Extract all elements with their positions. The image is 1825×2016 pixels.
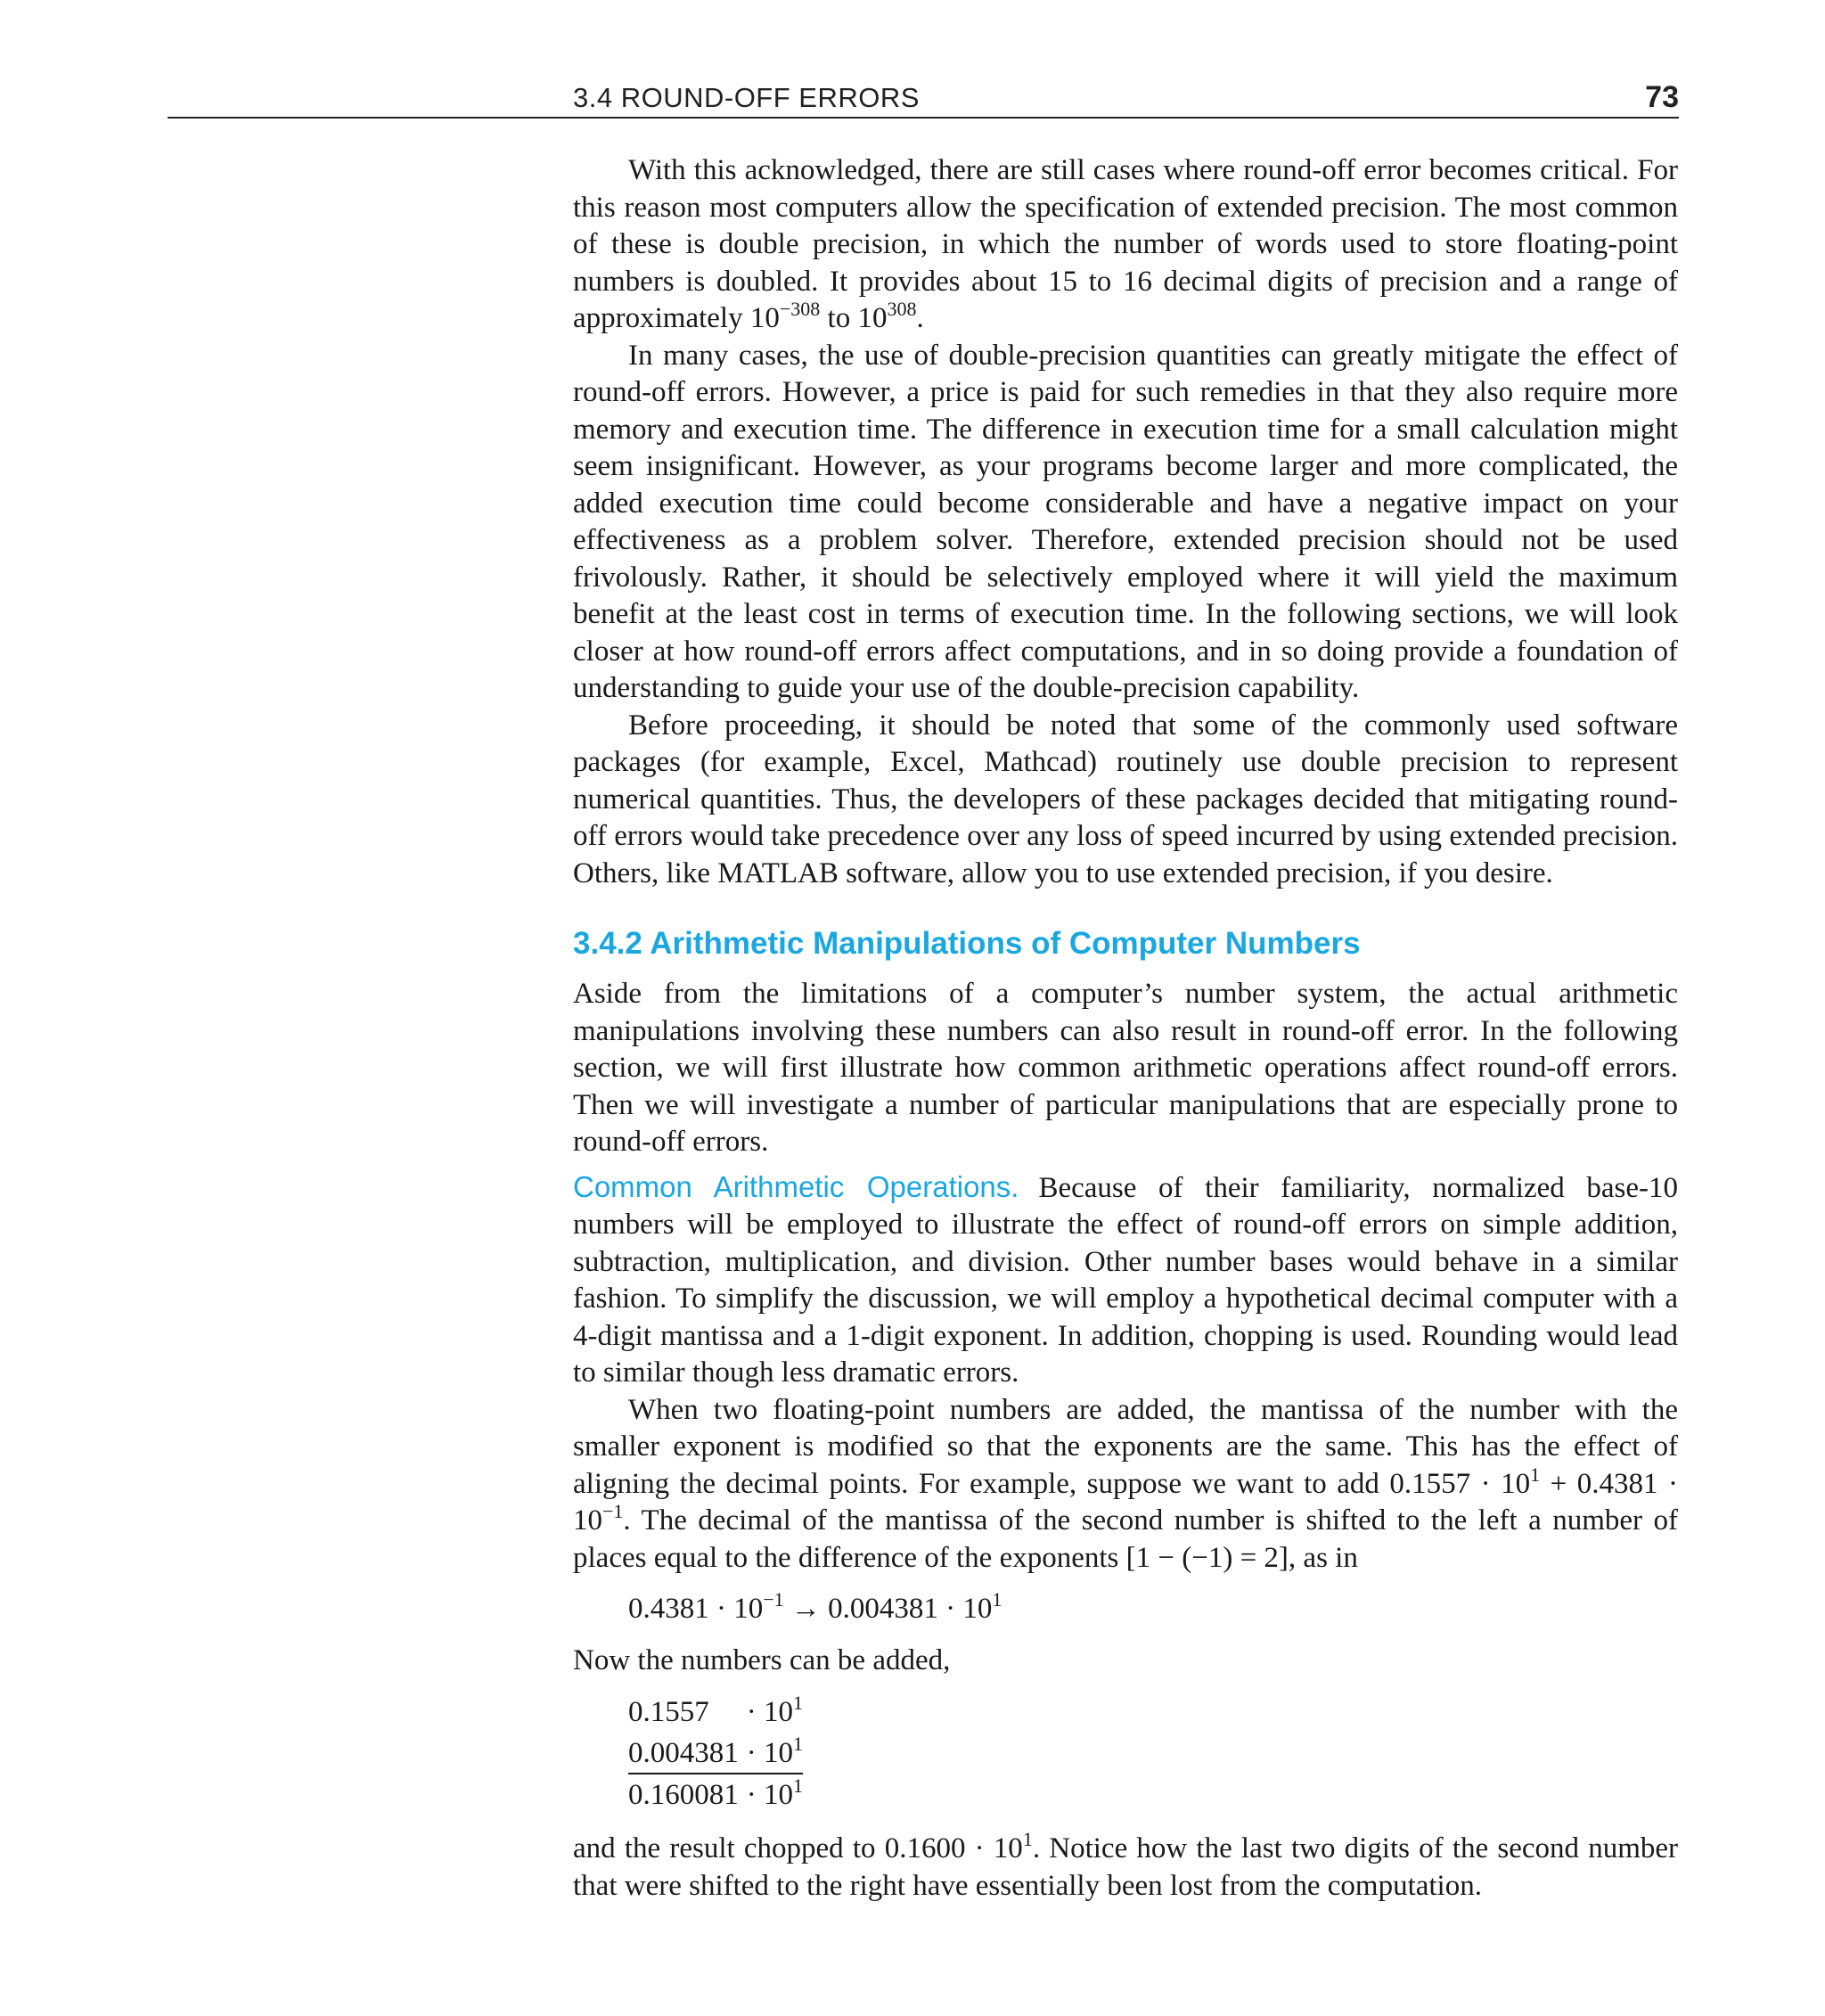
paragraph-text: to 10	[820, 302, 888, 334]
factor: · 10	[746, 1696, 793, 1728]
factor: · 10	[746, 1737, 793, 1769]
addition-row	[628, 1692, 803, 1733]
mantissa: 0.004381	[628, 1737, 739, 1769]
equation-rhs: 0.004381 · 10	[828, 1593, 993, 1625]
paragraph-text: . Notice how the last two digits of the second number that were shifted to the right have essentially been lost from the computation.	[573, 1832, 1678, 1902]
paragraph-extended-precision	[573, 152, 1678, 338]
paragraph-text: + 0.4381 · 10	[573, 1467, 1678, 1537]
page-number: 73	[1645, 80, 1679, 114]
exponent: 1	[793, 1733, 803, 1755]
exponent: −1	[763, 1588, 784, 1610]
equation-shift	[628, 1588, 1678, 1628]
paragraph-arithmetic-intro: Aside from the limitations of a computer’s number system, the actual arithmetic manipulations involving these numbers can also result in round-off error. In the following section, we will first illustrate how common arithmetic operations affect round-off errors. Then we will investigate a number of particular manipulations that are especially prone to round-off errors.	[573, 978, 1678, 1158]
section-heading: 3.4.2 Arithmetic Manipulations of Computer Numbers	[573, 926, 1361, 961]
paragraph-text: . The decimal of the mantissa of the second number is shifted to the left a number of places equal to the difference of the exponents [1 − (−1) = 2], as in	[573, 1504, 1678, 1574]
exponent: 308	[887, 298, 917, 320]
paragraph-text: When two floating-point numbers are added, the mantissa of the number with the smaller exponent is modified so that the exponents are the same. This has the effect of aligning the decimal points. For example, suppose we want to add 0.1557 · 10	[573, 1393, 1678, 1500]
paragraph-double-precision: In many cases, the use of double-precision quantities can greatly mitigate the effect of round-off errors. However, a price is paid for such remedies in that they also require more memory and execution time. The difference in execution time for a small calculation might seem insignificant. However, as your programs become larger and more complicated, the added execution time could become considerable and have a negative impact on your effectiveness as a problem solver. Therefore, extended precision should not be used frivolously. Rather, it should be selectively employed where it will yield the maximum benefit at the least cost in terms of execution time. In the following sections, we will look closer at how round-off errors affect computations, and in so doing provide a foundation of understanding to guide your use of the double-precision capability.	[573, 339, 1678, 704]
exponent: 1	[992, 1588, 1003, 1610]
run-in-heading: Common Arithmetic Operations.	[573, 1169, 1019, 1203]
exponent: 1	[793, 1774, 803, 1797]
header-rule	[168, 117, 1679, 119]
paragraph-text: .	[916, 302, 924, 334]
factor: · 10	[746, 1779, 793, 1811]
paragraph-text: and the result chopped to 0.1600 · 10	[573, 1832, 1023, 1864]
paragraph-text: Because of their familiarity, normalized base-10 numbers will be employed to illustrate the effect of round-off errors on simple addition, subtraction, multiplication, and division. Other number bases would behave in a similar fashion. To simplify the discussion, we will employ a hypothetical decimal computer with a 4-digit mantissa and a 1-digit exponent. In addition, chopping is used. Rounding would lead to similar though less dramatic errors.	[573, 1171, 1678, 1389]
power-of-ten	[747, 1774, 803, 1816]
exponent: 1	[793, 1692, 803, 1714]
mantissa: 0.1557	[628, 1696, 709, 1728]
addition-sum-row	[628, 1774, 803, 1816]
page-body	[573, 152, 1678, 1905]
addition-block	[628, 1692, 803, 1816]
running-header-section: 3.4 ROUND-OFF ERRORS	[573, 82, 920, 113]
paragraph-software-packages: Before proceeding, it should be noted that some of the commonly used software packages (for example, Excel, Mathcad) routinely use double precision to represent numerical quantities. Thus, the developers of these packages decided that mitigating round-off errors would take precedence over any loss of speed incurred by using extended precision. Others, like MATLAB software, allow you to use extended precision, if you desire.	[573, 709, 1678, 889]
paragraph-common-operations	[573, 1168, 1678, 1392]
addition-row	[628, 1733, 803, 1774]
power-of-ten	[747, 1733, 803, 1773]
exponent: −308	[779, 298, 821, 320]
paragraph-now-added: Now the numbers can be added,	[573, 1643, 951, 1676]
mantissa: 0.160081	[628, 1779, 739, 1811]
arrow-symbol: →	[783, 1593, 829, 1625]
exponent: 1	[1022, 1828, 1033, 1850]
exponent: 1	[1530, 1463, 1541, 1486]
paragraph-text: With this acknowledged, there are still cases where round-off error becomes critical. For this reason most computers allow the specification of extended precision. The most common of these is double precision, in which the number of words used to store floating-point numbers is doubled. It provides about 15 to 16 decimal digits of precision and a range of approximately 10	[573, 154, 1678, 334]
paragraph-chopped-result	[573, 1828, 1678, 1905]
exponent: −1	[602, 1500, 624, 1522]
power-of-ten	[747, 1692, 803, 1733]
paragraph-floating-point-addition	[573, 1392, 1678, 1578]
equation-lhs: 0.4381 · 10	[628, 1593, 764, 1625]
